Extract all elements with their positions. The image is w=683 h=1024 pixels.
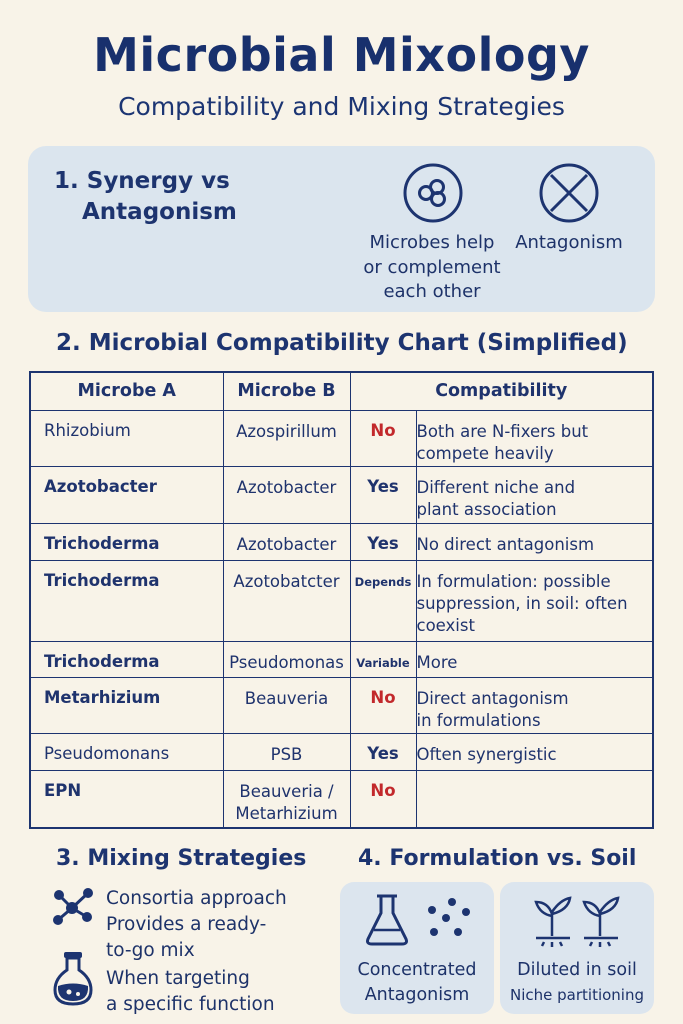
page-title: Microbial Mixology [93, 28, 590, 82]
compatibility-note [416, 523, 653, 560]
microbe-b-cell [223, 560, 350, 641]
microbe-b-line: Metarhizium [235, 803, 338, 823]
compatibility-note [416, 641, 653, 677]
section1-title-line2: Antagonism [82, 199, 237, 225]
formulation-caption-line: Concentrated [357, 960, 477, 980]
microbe-b-line: Beauveria [244, 688, 329, 708]
microbe-b-cell [223, 770, 350, 828]
table-row [30, 677, 653, 733]
section3-title: 3. Mixing Strategies [56, 846, 307, 871]
compatibility-note [416, 677, 653, 733]
column-header-microbe-a: Microbe A [30, 372, 223, 410]
compatibility-note [416, 466, 653, 523]
verdict-small: Depends [354, 574, 412, 589]
table-row [30, 560, 653, 641]
strategy-line: to-go mix [106, 940, 195, 961]
soil-caption [500, 958, 654, 1008]
table-row [30, 733, 653, 770]
microbe-b-cell [223, 641, 350, 677]
note-line: Both are N-fixers but [416, 421, 589, 441]
microbe-a-cell: EPN [30, 770, 223, 828]
table-row [30, 466, 653, 523]
compatibility-verdict: Yes [350, 733, 416, 770]
compatibility-note [416, 410, 653, 466]
strategy-line: When targeting [106, 968, 250, 989]
note-line: suppression, in soil: often [416, 593, 628, 613]
microbe-a-cell: Azotobacter [30, 466, 223, 523]
table-row [30, 641, 653, 677]
particles-icon [424, 896, 478, 944]
compatibility-verdict: No [350, 770, 416, 828]
compatibility-verdict: No [350, 410, 416, 466]
compatibility-verdict: No [350, 677, 416, 733]
x-circle-icon [538, 162, 600, 224]
microbe-b-cell [223, 466, 350, 523]
note-line: Often synergistic [416, 744, 557, 764]
molecule-network-icon [50, 886, 96, 932]
microbe-b-cell [223, 523, 350, 560]
section1-title [54, 166, 274, 228]
microbe-a-cell: Metarhizium [30, 677, 223, 733]
synergy-caption [357, 231, 507, 305]
flask-icon [52, 950, 94, 1006]
page-subtitle: Compatibility and Mixing Strategies [118, 92, 565, 121]
microbe-a-cell: Pseudomonans [30, 733, 223, 770]
strategy-line: a specific function [106, 994, 275, 1015]
microbe-b-cell [223, 733, 350, 770]
section4-title: 4. Formulation vs. Soil [358, 846, 637, 871]
compatibility-note [416, 560, 653, 641]
beaker-particles-icon [364, 893, 412, 947]
note-line: coexist [416, 615, 475, 635]
table-row [30, 770, 653, 828]
microbe-a-cell: Trichoderma [30, 560, 223, 641]
soil-caption-line: Niche partitioning [510, 986, 644, 1004]
compatibility-verdict: Yes [350, 466, 416, 523]
note-line: No direct antagonism [416, 534, 595, 554]
compatibility-note [416, 770, 653, 828]
synergy-caption-line: Microbes help [369, 232, 495, 253]
microbe-b-cell [223, 410, 350, 466]
strategy-line: Provides a ready- [106, 914, 267, 935]
note-line: plant association [416, 499, 557, 519]
verdict-small: Variable [356, 655, 410, 670]
synergy-caption-line: each other [383, 281, 481, 302]
microbe-a-cell: Trichoderma [30, 641, 223, 677]
table-row [30, 410, 653, 466]
compatibility-verdict [350, 560, 416, 641]
microbe-b-cell [223, 677, 350, 733]
microbe-b-line: Azotobacter [236, 477, 337, 497]
microbe-b-line: Azotobatcter [233, 571, 340, 591]
strategy-targeted [106, 966, 275, 1018]
synergy-caption-line: or complement [363, 256, 501, 278]
microbe-a-cell: Trichoderma [30, 523, 223, 560]
column-header-compatibility: Compatibility [350, 372, 653, 410]
column-header-microbe-b: Microbe B [223, 372, 350, 410]
compatibility-verdict [350, 641, 416, 677]
note-line: in formulations [416, 710, 541, 730]
microbe-b-line: PSB [270, 744, 303, 764]
table-row [30, 523, 653, 560]
note-line: compete heavily [416, 443, 554, 463]
microbe-b-line: Beauveria / [239, 781, 334, 801]
note-line: Different niche and [416, 477, 576, 497]
strategy-consortia [106, 886, 287, 964]
microbe-b-line: Azospirillum [236, 421, 337, 441]
note-line: In formulation: possible [416, 571, 611, 591]
formulation-caption [340, 958, 494, 1008]
formulation-caption-line: Antagonism [364, 985, 470, 1005]
microbe-b-line: Azotobacter [236, 534, 337, 554]
microbe-b-line: Pseudomonas [229, 652, 344, 672]
compatibility-table [29, 371, 654, 829]
section1-title-line1: 1. Synergy vs [54, 168, 230, 194]
note-line: More [416, 652, 458, 672]
table-header-row [30, 372, 653, 410]
soil-caption-line: Diluted in soil [517, 960, 637, 980]
note-line: Direct antagonism [416, 688, 569, 708]
compatibility-note [416, 733, 653, 770]
antagonism-caption: Antagonism [515, 232, 623, 253]
strategy-line: Consortia approach [106, 888, 287, 909]
compatibility-verdict: Yes [350, 523, 416, 560]
seedlings-icon [530, 892, 626, 948]
microbe-a-cell: Rhizobium [30, 410, 223, 466]
section2-title: 2. Microbial Compatibility Chart (Simplified) [56, 330, 628, 356]
linked-circles-icon [402, 162, 464, 224]
